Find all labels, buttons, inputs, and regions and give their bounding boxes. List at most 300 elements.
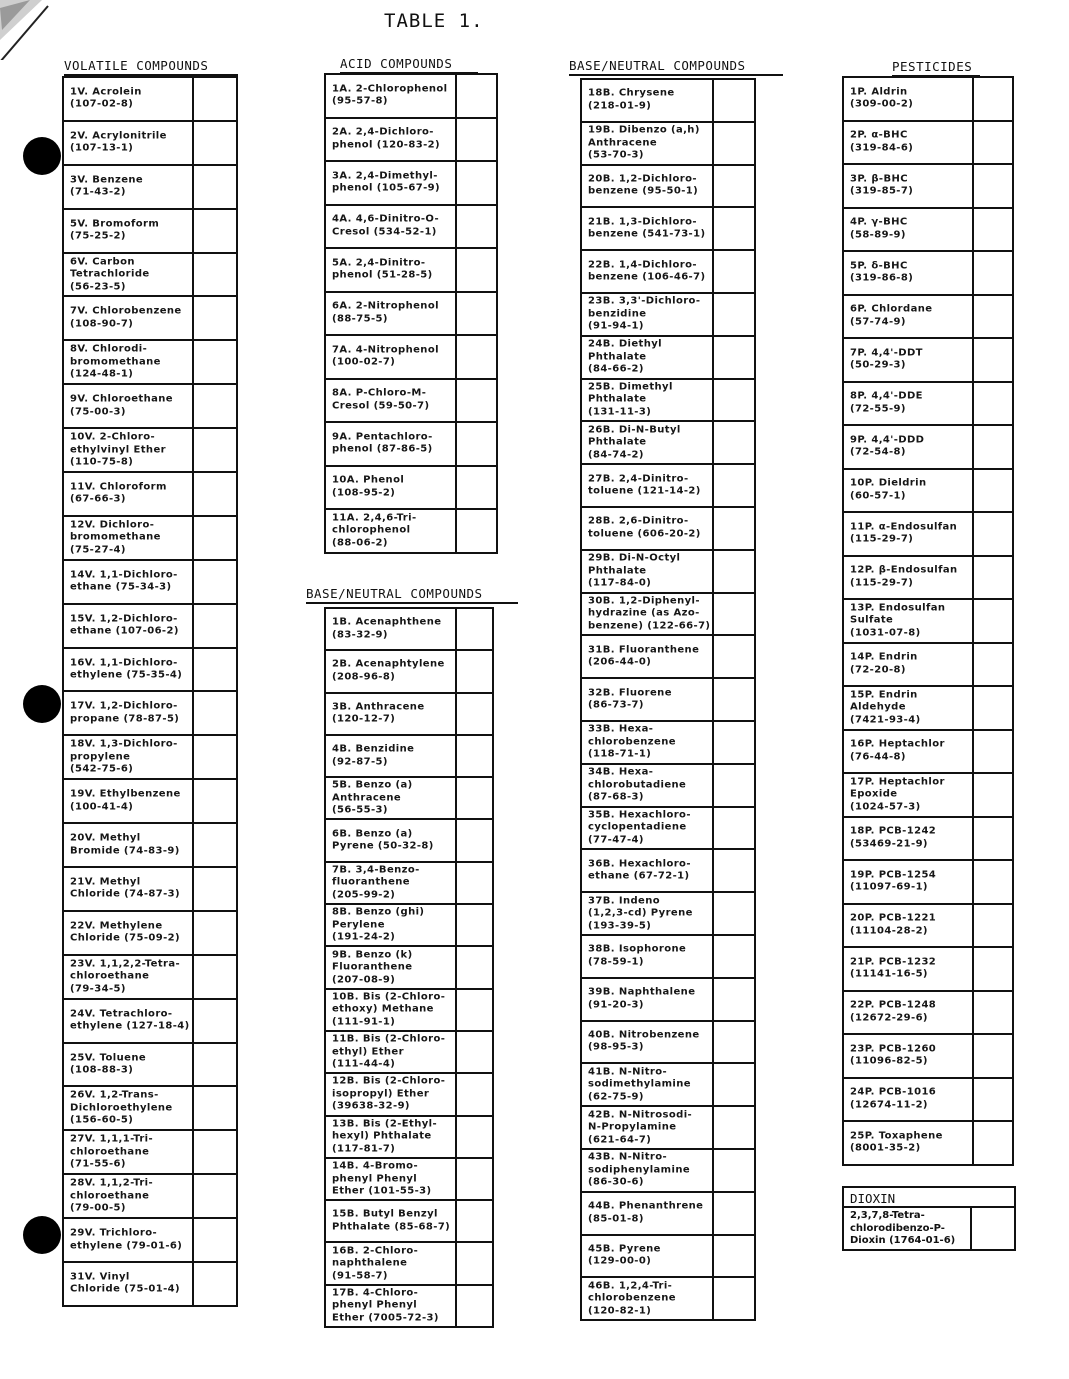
compound-label: 27B. 2,4-Dinitro- toluene (121-14-2) — [588, 473, 701, 497]
table-row — [64, 1042, 236, 1086]
compound-label: 21B. 1,3-Dichloro- benzene (541-73-1) — [588, 216, 706, 240]
compound-label: 26B. Di-N-Butyl Phthalate (84-74-2) — [588, 424, 681, 461]
table-row — [582, 420, 754, 463]
check-cell[interactable] — [192, 122, 194, 164]
check-cell[interactable] — [192, 78, 194, 120]
check-cell[interactable] — [972, 339, 974, 381]
compound-label: 1A. 2-Chlorophenol (95-57-8) — [332, 83, 448, 107]
check-cell[interactable] — [455, 423, 457, 465]
check-cell[interactable] — [972, 1122, 974, 1164]
table-row — [582, 206, 754, 249]
compound-label: 14P. Endrin (72-20-8) — [850, 651, 918, 676]
check-cell[interactable] — [712, 508, 714, 549]
table-row — [326, 334, 496, 378]
table-row — [64, 1217, 236, 1261]
check-cell[interactable] — [972, 513, 974, 555]
table-row — [326, 247, 496, 291]
base-neutral-compounds-table-2 — [580, 78, 756, 1321]
check-cell[interactable] — [712, 380, 714, 421]
table-row — [844, 946, 1012, 990]
table-row — [64, 559, 236, 603]
compound-label: 32B. Fluorene (86-73-7) — [588, 687, 672, 711]
compound-label: 3A. 2,4-Dimethyl- phenol (105-67-9) — [332, 170, 440, 194]
check-cell[interactable] — [972, 1035, 974, 1077]
table-row — [64, 1085, 236, 1129]
table-row — [582, 1105, 754, 1148]
compound-label: 19P. PCB-1254 (11097-69-1) — [850, 869, 937, 893]
table-row — [844, 76, 1012, 120]
table-row — [326, 903, 492, 945]
check-cell[interactable] — [455, 651, 457, 691]
compound-label: 2A. 2,4-Dichloro- phenol (120-83-2) — [332, 126, 440, 151]
check-cell[interactable] — [972, 470, 974, 512]
check-cell[interactable] — [972, 296, 974, 338]
table-row — [844, 424, 1012, 468]
check-cell[interactable] — [192, 956, 194, 998]
check-cell[interactable] — [712, 1278, 714, 1319]
compound-label: 24P. PCB-1016 (12674-11-2) — [850, 1086, 937, 1111]
check-cell[interactable] — [455, 905, 457, 945]
check-cell[interactable] — [972, 992, 974, 1034]
check-cell[interactable] — [455, 249, 457, 291]
table-row — [64, 998, 236, 1042]
check-cell[interactable] — [712, 166, 714, 207]
table-row — [64, 120, 236, 164]
table-row — [326, 1199, 492, 1241]
compound-label: 16V. 1,1-Dichloro- ethylene (75-35-4) — [70, 657, 183, 681]
check-cell[interactable] — [712, 1064, 714, 1105]
check-cell[interactable] — [192, 517, 194, 559]
check-cell[interactable] — [192, 692, 194, 734]
compound-label: 33B. Hexa- chlorobenzene (118-71-1) — [588, 723, 676, 760]
check-cell[interactable] — [192, 473, 194, 515]
table-row — [582, 549, 754, 592]
heading-base-neutral-2: BASE/NEUTRAL COMPOUNDS — [569, 58, 783, 73]
check-cell[interactable] — [455, 863, 457, 903]
compound-label: 5B. Benzo (a) Anthracene (56-55-3) — [332, 779, 413, 816]
table-row — [326, 818, 492, 860]
pesticides-table — [842, 76, 1014, 1166]
check-cell[interactable] — [712, 1022, 714, 1063]
compound-label: 8P. 4,4'-DDE (72-55-9) — [850, 390, 923, 415]
check-cell[interactable] — [972, 731, 974, 773]
table-row — [326, 421, 496, 465]
compound-label: 9B. Benzo (k) Fluoranthene (207-08-9) — [332, 948, 413, 985]
check-cell[interactable] — [192, 868, 194, 910]
check-cell[interactable] — [455, 778, 457, 818]
check-cell[interactable] — [712, 422, 714, 463]
check-cell[interactable] — [455, 736, 457, 776]
check-cell[interactable] — [455, 1117, 457, 1157]
compound-label: 36B. Hexachloro- ethane (67-72-1) — [588, 858, 691, 882]
table-row — [64, 734, 236, 778]
table-row — [326, 692, 492, 734]
check-cell[interactable] — [712, 1236, 714, 1277]
table-row — [64, 1173, 236, 1217]
check-cell[interactable] — [192, 1263, 194, 1305]
table-row — [582, 1148, 754, 1191]
check-cell[interactable] — [712, 636, 714, 677]
compound-label: 4P. γ-BHC (58-89-9) — [850, 216, 908, 241]
punch-hole-middle — [23, 685, 61, 723]
table-row — [326, 117, 496, 161]
compound-label: 15B. Butyl Benzyl Phthalate (85-68-7) — [332, 1208, 451, 1233]
check-cell[interactable] — [972, 600, 974, 642]
check-cell[interactable] — [455, 75, 457, 117]
check-cell[interactable] — [455, 119, 457, 161]
check-cell[interactable] — [192, 297, 194, 339]
table-row — [64, 76, 236, 120]
dioxin-entry — [842, 1206, 1016, 1251]
table-row — [64, 1129, 236, 1173]
check-cell[interactable] — [712, 936, 714, 977]
table-row — [326, 160, 496, 204]
table-row — [844, 250, 1012, 294]
compound-label: 12B. Bis (2-Chloro- isopropyl) Ether (39638-32-9) — [332, 1075, 446, 1112]
compound-label: 29B. Di-N-Octyl Phthalate (117-84-0) — [588, 552, 681, 589]
compound-label: 43B. N-Nitro- sodiphenylamine (86-30-6) — [588, 1151, 691, 1188]
check-cell[interactable] — [972, 426, 974, 468]
compound-label: 19B. Dibenzo (a,h) Anthracene (53-70-3) — [588, 124, 700, 161]
check-cell[interactable] — [192, 254, 194, 296]
table-row — [582, 763, 754, 806]
check-cell[interactable] — [192, 561, 194, 603]
compound-label: 5P. δ-BHC (319-86-8) — [850, 260, 914, 284]
table-row — [64, 778, 236, 822]
check-cell[interactable] — [972, 78, 974, 120]
check-cell[interactable] — [192, 341, 194, 383]
table-row — [326, 1072, 492, 1114]
check-cell[interactable] — [192, 210, 194, 252]
compound-label: 1B. Acenaphthene (83-32-9) — [332, 616, 442, 641]
table-row — [844, 120, 1012, 164]
check-cell[interactable] — [712, 123, 714, 164]
check-cell[interactable] — [712, 679, 714, 720]
compound-label: 20B. 1,2-Dichloro- benzene (95-50-1) — [588, 173, 699, 197]
table-row — [582, 592, 754, 635]
check-cell[interactable] — [972, 1079, 974, 1121]
check-cell[interactable] — [192, 1219, 194, 1261]
compound-label: 11B. Bis (2-Chloro- ethyl) Ether (111-44-4) — [332, 1033, 446, 1070]
check-cell[interactable] — [192, 1131, 194, 1173]
table-row — [582, 78, 754, 121]
table-row — [844, 1077, 1012, 1121]
compound-label: 11A. 2,4,6-Tri- chlorophenol (88-06-2) — [332, 512, 417, 548]
check-cell[interactable] — [972, 687, 974, 729]
check-cell[interactable] — [455, 1286, 457, 1326]
check-cell[interactable] — [712, 893, 714, 934]
compound-label: 5V. Bromoform (75-25-2) — [70, 218, 160, 242]
check-cell[interactable] — [712, 80, 714, 121]
check-cell[interactable] — [712, 337, 714, 378]
compound-label: 6V. Carbon Tetrachloride (56-23-5) — [70, 255, 150, 292]
volatile-compounds-table — [62, 76, 238, 1307]
check-cell[interactable] — [972, 165, 974, 207]
table-row — [326, 378, 496, 422]
table-row — [844, 337, 1012, 381]
check-cell[interactable] — [972, 818, 974, 860]
compound-label: 10A. Phenol (108-95-2) — [332, 474, 405, 499]
check-cell[interactable] — [192, 1175, 194, 1217]
check-cell[interactable] — [455, 609, 457, 649]
compound-label: 39B. Naphthalene (91-20-3) — [588, 986, 696, 1011]
check-cell[interactable] — [455, 1074, 457, 1114]
table-row — [326, 1284, 492, 1326]
table-row — [326, 291, 496, 335]
check-cell[interactable] — [192, 912, 194, 954]
check-cell[interactable] — [712, 465, 714, 506]
compound-label: 15P. Endrin Aldehyde (7421-93-4) — [850, 689, 921, 725]
compound-label: 2P. α-BHC (319-84-6) — [850, 129, 914, 154]
compound-label: 9A. Pentachloro- phenol (87-86-5) — [332, 431, 433, 455]
check-cell[interactable] — [712, 1107, 714, 1148]
check-cell[interactable] — [192, 1087, 194, 1129]
check-cell[interactable] — [455, 947, 457, 987]
compound-label: 10V. 2-Chloro- ethylvinyl Ether (110-75-8) — [70, 431, 166, 468]
check-cell[interactable] — [712, 808, 714, 849]
table-row — [582, 977, 754, 1020]
check-cell[interactable] — [972, 774, 974, 816]
table-row — [844, 685, 1012, 729]
table-row — [64, 383, 236, 427]
compound-label: 16B. 2-Chloro- naphthalene (91-58-7) — [332, 1244, 419, 1281]
check-cell[interactable] — [455, 380, 457, 422]
table-row — [326, 1115, 492, 1157]
compound-label: 7A. 4-Nitrophenol (100-02-7) — [332, 344, 439, 368]
compound-label: 28V. 1,1,2-Tri- chloroethane (79-00-5) — [70, 1177, 154, 1214]
table-row — [326, 776, 492, 818]
check-cell[interactable] — [192, 1044, 194, 1086]
compound-label: 6B. Benzo (a) Pyrene (50-32-8) — [332, 828, 434, 852]
check-cell[interactable] — [192, 385, 194, 427]
table-row — [64, 252, 236, 296]
check-cell[interactable] — [192, 166, 194, 208]
compound-label: 25B. Dimethyl Phthalate (131-11-3) — [588, 381, 673, 418]
check-cell[interactable] — [712, 294, 714, 335]
check-cell[interactable] — [192, 605, 194, 647]
compound-label: 29V. Trichloro- ethylene (79-01-6) — [70, 1227, 183, 1252]
compound-label: 24B. Diethyl Phthalate (84-66-2) — [588, 338, 662, 375]
check-cell[interactable] — [712, 551, 714, 592]
compound-label: 27V. 1,1,1-Tri- chloroethane (71-55-6) — [70, 1133, 154, 1170]
table-row — [64, 164, 236, 208]
compound-label: 11P. α-Endosulfan (115-29-7) — [850, 521, 958, 545]
table-row — [582, 292, 754, 335]
check-cell[interactable] — [455, 336, 457, 378]
table-row — [582, 1234, 754, 1277]
table-row — [582, 891, 754, 934]
table-row — [64, 1261, 236, 1305]
heading-base-neutral-1: BASE/NEUTRAL COMPOUNDS — [306, 586, 518, 601]
check-cell[interactable] — [192, 780, 194, 822]
check-cell[interactable] — [972, 861, 974, 903]
table-row — [582, 378, 754, 421]
punch-hole-top — [23, 137, 61, 175]
check-cell[interactable] — [970, 1206, 972, 1249]
table-row — [64, 295, 236, 339]
compound-label: 18V. 1,3-Dichloro- propylene (542-75-6) — [70, 738, 178, 775]
check-cell[interactable] — [455, 990, 457, 1030]
check-cell[interactable] — [712, 1150, 714, 1191]
compound-label: 2B. Acenaphtylene (208-96-8) — [332, 658, 445, 683]
page-title: TABLE 1. — [384, 10, 484, 32]
compound-label: 3B. Anthracene (120-12-7) — [332, 701, 425, 725]
table-row — [326, 945, 492, 987]
table-row — [844, 468, 1012, 512]
heading-acid: ACID COMPOUNDS — [340, 56, 478, 71]
table-row — [326, 73, 496, 117]
check-cell[interactable] — [455, 467, 457, 509]
table-row — [64, 866, 236, 910]
table-row — [844, 990, 1012, 1034]
compound-label: 2V. Acrylonitrile (107-13-1) — [70, 130, 167, 154]
table-row — [844, 555, 1012, 599]
compound-label: 7B. 3,4-Benzo- fluoranthene (205-99-2) — [332, 864, 420, 901]
compound-label: 31B. Fluoranthene (206-44-0) — [588, 644, 700, 668]
check-cell[interactable] — [712, 979, 714, 1020]
table-row — [582, 677, 754, 720]
check-cell[interactable] — [712, 208, 714, 249]
check-cell[interactable] — [712, 1193, 714, 1234]
compound-label: 46B. 1,2,4-Tri- chlorobenzene (120-82-1) — [588, 1279, 676, 1316]
compound-label: 20V. Methyl Bromide (74-83-9) — [70, 832, 180, 857]
compound-label: 9P. 4,4'-DDD (72-54-8) — [850, 434, 925, 458]
table-row — [844, 729, 1012, 773]
check-cell[interactable] — [972, 383, 974, 425]
table-row — [582, 506, 754, 549]
compound-label: 4B. Benzidine (92-87-5) — [332, 743, 415, 768]
table-row — [64, 471, 236, 515]
check-cell[interactable] — [455, 162, 457, 204]
check-cell[interactable] — [712, 251, 714, 292]
check-cell[interactable] — [192, 824, 194, 866]
table-row — [326, 204, 496, 248]
compound-label: 20P. PCB-1221 (11104-28-2) — [850, 912, 937, 937]
check-cell[interactable] — [712, 850, 714, 891]
check-cell[interactable] — [192, 1000, 194, 1042]
check-cell[interactable] — [972, 252, 974, 294]
dioxin-label: 2,3,7,8-Tetra- chlorodibenzo-P- Dioxin (1764-01-6) — [850, 1210, 956, 1246]
table-row — [326, 508, 496, 552]
check-cell[interactable] — [972, 948, 974, 990]
heading-dioxin: DIOXIN — [842, 1186, 1016, 1208]
compound-label: 10B. Bis (2-Chloro- ethoxy) Methane (111-91-1) — [332, 991, 446, 1028]
table-row — [64, 910, 236, 954]
table-row — [844, 1033, 1012, 1077]
check-cell[interactable] — [455, 1032, 457, 1072]
acid-compounds-table — [324, 73, 498, 554]
table-row — [582, 463, 754, 506]
table-row — [64, 515, 236, 559]
check-cell[interactable] — [192, 649, 194, 691]
table-row — [326, 734, 492, 776]
compound-label: 14V. 1,1-Dichloro- ethane (75-34-3) — [70, 569, 178, 593]
compound-label: 16P. Heptachlor (76-44-8) — [850, 738, 945, 763]
heading-pesticides: PESTICIDES — [892, 59, 980, 74]
table-row — [64, 647, 236, 691]
table-row — [844, 207, 1012, 251]
scan-corner-mark — [0, 0, 60, 60]
compound-label: 14B. 4-Bromo- phenyl Phenyl Ether (101-55-3) — [332, 1160, 432, 1197]
compound-label: 31V. Vinyl Chloride (75-01-4) — [70, 1271, 180, 1295]
table-row — [64, 339, 236, 383]
compound-label: 26V. 1,2-Trans- Dichloroethylene (156-60-5) — [70, 1089, 173, 1126]
compound-label: 44B. Phenanthrene (85-01-8) — [588, 1200, 704, 1225]
table-row — [844, 511, 1012, 555]
compound-label: 21V. Methyl Chloride (74-87-3) — [70, 876, 180, 900]
compound-label: 21P. PCB-1232 (11141-16-5) — [850, 956, 937, 980]
check-cell[interactable] — [192, 429, 194, 471]
check-cell[interactable] — [455, 694, 457, 734]
compound-label: 3P. β-BHC (319-85-7) — [850, 173, 914, 197]
compound-label: 22B. 1,4-Dichloro- benzene (106-46-7) — [588, 259, 706, 283]
compound-label: 42B. N-Nitrosodi- N-Propylamine (621-64-7) — [588, 1108, 693, 1145]
table-row — [844, 381, 1012, 425]
check-cell[interactable] — [192, 736, 194, 778]
check-cell[interactable] — [972, 209, 974, 251]
check-cell[interactable] — [972, 557, 974, 599]
check-cell[interactable] — [455, 1243, 457, 1283]
compound-label: 1P. Aldrin (309-00-2) — [850, 86, 914, 110]
compound-label: 13B. Bis (2-Ethyl- hexyl) Phthalate (117-81-7) — [332, 1117, 438, 1154]
check-cell[interactable] — [455, 206, 457, 248]
check-cell[interactable] — [712, 765, 714, 806]
table-row — [64, 208, 236, 252]
compound-label: 18P. PCB-1242 (53469-21-9) — [850, 825, 937, 850]
compound-label: 6A. 2-Nitrophenol (88-75-5) — [332, 300, 439, 325]
check-cell[interactable] — [455, 1201, 457, 1241]
table-row — [326, 1157, 492, 1199]
check-cell[interactable] — [455, 510, 457, 552]
table-row — [326, 607, 492, 649]
compound-label: 4A. 4,6-Dinitro-O- Cresol (534-52-1) — [332, 213, 440, 238]
compound-label: 6P. Chlordane (57-74-9) — [850, 303, 933, 328]
table-row — [582, 335, 754, 378]
table-row — [64, 690, 236, 734]
punch-hole-bottom — [23, 1216, 61, 1254]
check-cell[interactable] — [455, 820, 457, 860]
compound-label: 1V. Acrolein (107-02-8) — [70, 86, 142, 110]
check-cell[interactable] — [972, 644, 974, 686]
compound-label: 8B. Benzo (ghi) Perylene (191-24-2) — [332, 906, 425, 943]
check-cell[interactable] — [712, 722, 714, 763]
compound-label: 12V. Dichloro- bromomethane (75-27-4) — [70, 519, 161, 556]
check-cell[interactable] — [972, 905, 974, 947]
check-cell[interactable] — [712, 594, 714, 635]
check-cell[interactable] — [455, 293, 457, 335]
compound-label: 17P. Heptachlor Epoxide (1024-57-3) — [850, 776, 945, 812]
table-row — [326, 649, 492, 691]
compound-label: 41B. N-Nitro- sodimethylamine (62-75-9) — [588, 1065, 691, 1102]
table-row — [844, 859, 1012, 903]
check-cell[interactable] — [972, 122, 974, 164]
compound-label: 5A. 2,4-Dinitro- phenol (51-28-5) — [332, 257, 433, 281]
compound-label: 9V. Chloroethane (75-00-3) — [70, 393, 173, 418]
compound-label: 12P. β-Endosulfan (115-29-7) — [850, 564, 958, 589]
table-row — [844, 816, 1012, 860]
table-row — [582, 249, 754, 292]
compound-label: 8V. Chlorodi- bromomethane (124-48-1) — [70, 343, 161, 380]
compound-label: 25V. Toluene (108-88-3) — [70, 1052, 147, 1076]
table-row — [844, 1120, 1012, 1164]
compound-label: 23V. 1,1,2,2-Tetra- chloroethane (79-34-5) — [70, 958, 181, 994]
check-cell[interactable] — [455, 1159, 457, 1199]
compound-label: 23B. 3,3'-Dichloro- benzidine (91-94-1) — [588, 295, 701, 332]
compound-label: 17B. 4-Chloro- phenyl Phenyl Ether (7005-72-3) — [332, 1287, 439, 1324]
table-row — [582, 634, 754, 677]
table-row — [326, 1241, 492, 1283]
table-row — [64, 822, 236, 866]
